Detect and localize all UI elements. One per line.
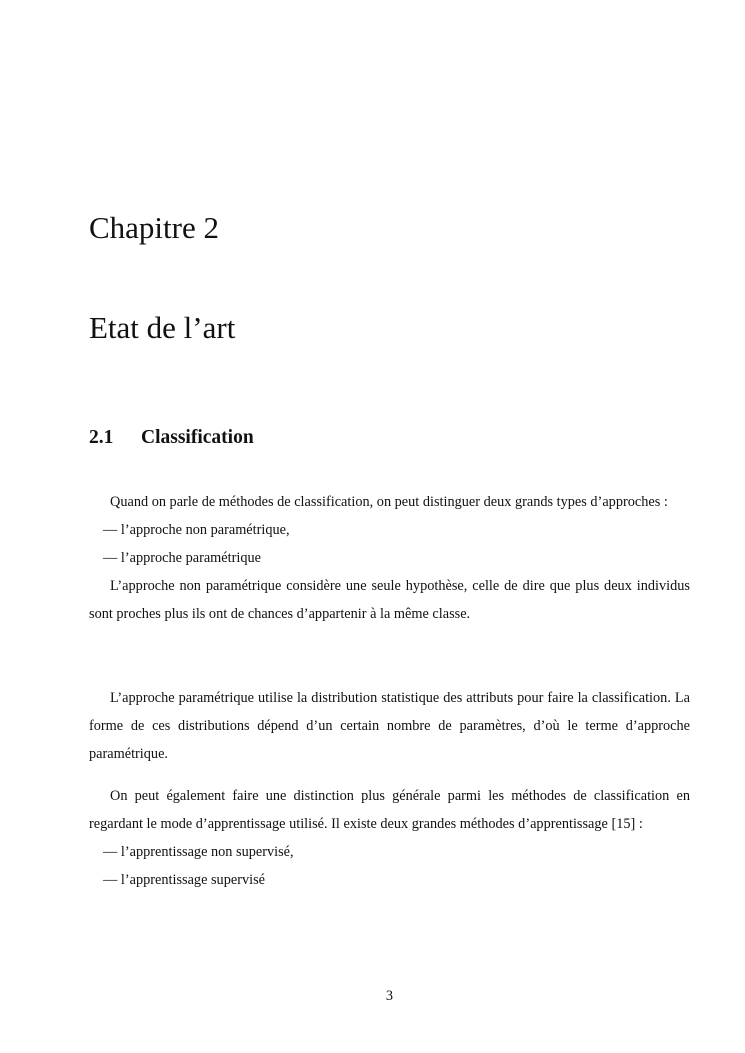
parametric-block xyxy=(89,684,690,768)
chapter-label: Chapitre 2 xyxy=(89,210,219,245)
section-number: 2.1 xyxy=(89,427,114,448)
list-item-supervised: — l’apprentissage supervisé xyxy=(103,872,265,888)
list-item-non-parametric: — l’approche non paramétrique, xyxy=(103,522,290,538)
page-number: 3 xyxy=(385,988,394,1004)
paragraph-intro: Quand on parle de méthodes de classification, on peut distinguer deux grands types d’approches : xyxy=(110,494,668,510)
list-item-unsupervised: — l’apprentissage non supervisé, xyxy=(103,844,294,860)
paragraph-non-parametric: L’approche non paramétrique considère une seule hypothèse, celle de dire que plus deux individus sont proches plus ils ont de chances d’appartenir à la même classe. xyxy=(89,578,690,622)
paragraph-parametric: L’approche paramétrique utilise la distribution statistique des attributs pour faire la classification. La forme de ces distributions dépend d’un certain nombre de paramètres, d’où le terme d’approche paramétrique. xyxy=(89,690,690,762)
list-item-parametric: — l’approche paramétrique xyxy=(103,550,261,566)
section-title: Classification xyxy=(141,427,254,448)
learning-block xyxy=(89,782,690,894)
chapter-title: Etat de l’art xyxy=(89,310,236,345)
intro-block xyxy=(89,488,690,628)
paragraph-learning: On peut également faire une distinction plus générale parmi les méthodes de classification en regardant le mode d’apprentissage utilisé. Il existe deux grandes méthodes d’apprentissage [15] : xyxy=(89,788,690,832)
section-heading xyxy=(89,425,254,451)
